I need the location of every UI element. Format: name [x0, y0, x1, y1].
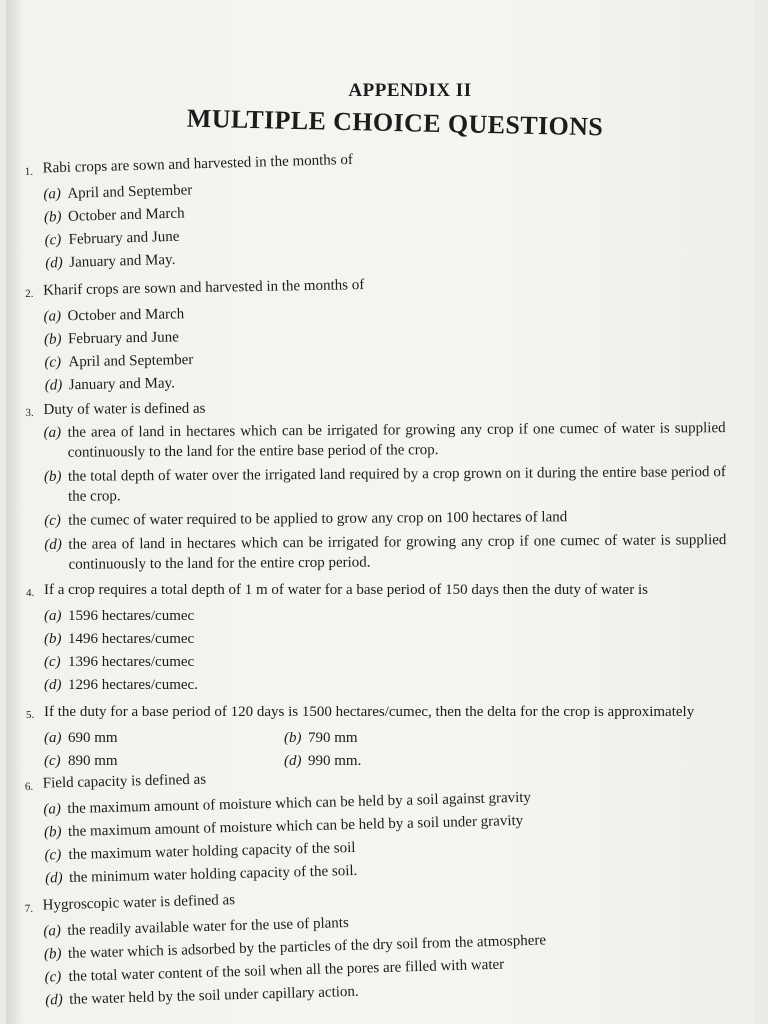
option-d: (d) the minimum water holding capacity of the soil.: [44, 862, 358, 887]
option-b: (b) 790 mm: [284, 730, 358, 746]
option-c: (c) 890 mm: [44, 753, 118, 769]
question-text: Field capacity is defined as: [42, 771, 207, 792]
option-b: (b) the water which is adsorbed by the particles of the dry soil from the atmosphere: [43, 932, 547, 963]
option-c: (c) the maximum water holding capacity of the soil: [44, 839, 356, 864]
question-number: 4.: [26, 587, 35, 599]
question-1: [24, 138, 727, 275]
question-number: 3.: [25, 406, 34, 420]
question-text: Hygroscopic water is defined as: [42, 892, 236, 914]
question-number: 5.: [26, 709, 35, 721]
option-c: (c) 1396 hectares/cumec: [44, 654, 195, 670]
question-number: 7.: [24, 902, 34, 916]
appendix-heading: APPENDIX II: [348, 80, 472, 101]
option-d: (d) the area of land in hectares which can be irrigated for growing any crop if one cumec of water is supplied continuously to the land for the entire crop period.: [44, 532, 727, 573]
option-a: (a) the maximum amount of moisture which can be held by a soil against gravity: [43, 789, 532, 818]
question-3: [25, 395, 726, 575]
option-b: (b) the maximum amount of moisture which can be held by a soil under gravity: [43, 812, 524, 841]
question-list: [24, 151, 727, 1009]
option-b: (b) October and March: [43, 205, 185, 226]
question-text: Rabi crops are sown and harvested in the months of: [42, 151, 354, 177]
page-header: [6, 80, 754, 142]
question-text: Kharif crops are sown and harvested in the months of: [43, 277, 365, 299]
option-a: (a) 1596 hectares/cumec: [44, 608, 195, 624]
option-a: (a) April and September: [43, 182, 193, 203]
question-7: [24, 875, 727, 1012]
option-d: (d) 990 mm.: [284, 753, 362, 769]
option-d: (d) January and May.: [45, 251, 176, 272]
option-c: (c) the total water content of the soil when all the pores are filled with water: [44, 956, 505, 986]
question-number: 2.: [25, 287, 34, 301]
question-text: If a crop requires a total depth of 1 m of water for a base period of 150 days then the duty of water is: [44, 582, 648, 598]
option-c: (c) February and June: [44, 228, 180, 249]
option-b: (b) 1496 hectares/cumec: [44, 631, 195, 647]
question-6: [25, 756, 728, 891]
document-page: [6, 0, 754, 1024]
option-a: (a) the area of land in hectares which can be irrigated for growing any crop if one cumec of water is supplied continuously to the land for the entire base period of the crop.: [43, 420, 726, 461]
options-row-1: [26, 727, 726, 750]
option-d: (d) the water held by the soil under capillary action.: [45, 983, 359, 1009]
option-c: (c) April and September: [44, 352, 194, 371]
option-a: (a) 690 mm: [44, 730, 118, 746]
option-d: (d) January and May.: [44, 375, 176, 394]
question-4: [26, 579, 726, 697]
page-title: MULTIPLE CHOICE QUESTIONS: [186, 103, 604, 142]
option-b: (b) the total depth of water over the irrigated land required by a crop grown on it during the entire base period of the crop.: [43, 464, 726, 505]
option-c: (c) the cumec of water required to be applied to grow any crop on 100 hectares of land: [44, 509, 568, 529]
question-2: [25, 268, 727, 398]
question-text: Duty of water is defined as: [43, 400, 206, 418]
option-b: (b) February and June: [43, 329, 179, 348]
question-number: 1.: [24, 165, 34, 179]
option-a: (a) the readily available water for the use of plants: [43, 914, 350, 940]
question-text: If the duty for a base period of 120 days is 1500 hectares/cumec, then the delta for the crop is approximately: [44, 704, 695, 720]
option-d: (d) 1296 hectares/cumec.: [44, 677, 198, 693]
option-a: (a) October and March: [43, 306, 185, 325]
question-number: 6.: [24, 780, 34, 794]
